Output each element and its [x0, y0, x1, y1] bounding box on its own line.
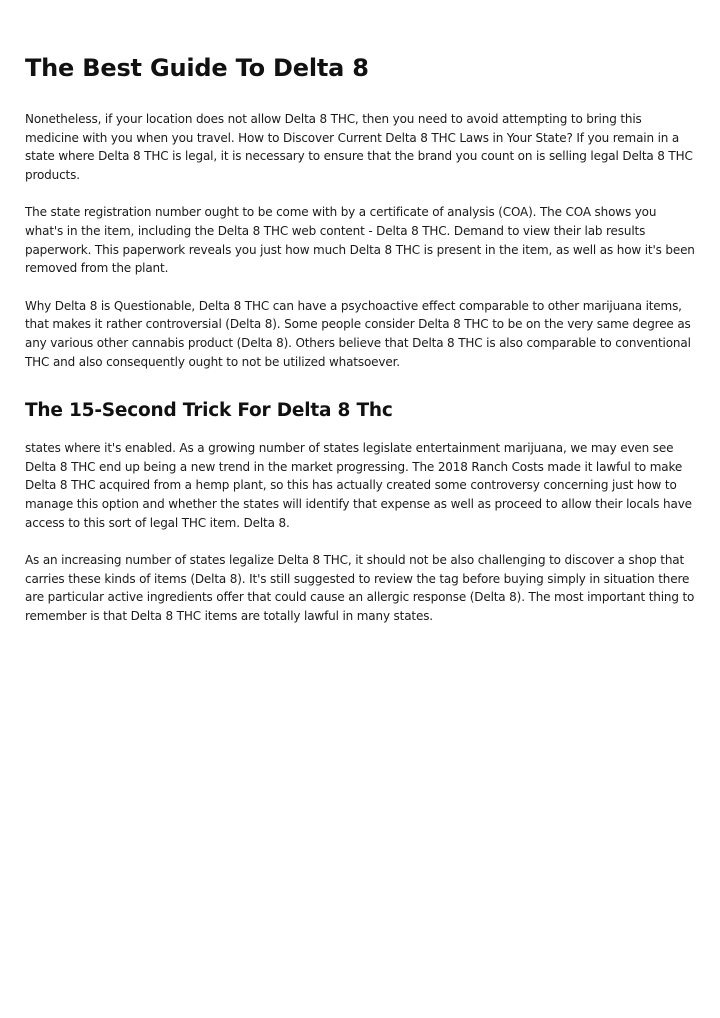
- paragraph-legalize: As an increasing number of states legalize Delta 8 THC, it should not be also challenging to discover a shop that carries these kinds of items (Delta 8). It's still suggested to review the tag before buying simply in situation there are particular active ingredients offer that could cause an allergic response (Delta 8). The most important thing to remember is that Delta 8 THC items are totally lawful in many states.: [25, 553, 695, 623]
- paragraph-questionable: Why Delta 8 is Questionable, Delta 8 THC can have a psychoactive effect comparable to other marijuana items, that makes it rather controversial (Delta 8). Some people consider Delta 8 THC to be on the very same degree as any various other cannabis product (Delta 8). Others believe that Delta 8 THC is also comparable to conventional THC and also consequently ought to not be utilized whatsoever.: [25, 298, 691, 369]
- paragraph-states-enabled: states where it's enabled. As a growing number of states legislate entertainment marijuana, we may even see Delta 8 THC end up being a new trend in the market progressing. The 2018 Ranch Costs made it lawful to make Delta 8 THC acquired from a hemp plant, so this has actually created some controversy concerning just how to manage this option and whether the states will identify that expense as well as proceed to allow their locals have access to this sort of legal THC item. Delta 8.: [25, 441, 692, 530]
- paragraph-travel-laws: Nonetheless, if your location does not allow Delta 8 THC, then you need to avoid attempting to bring this medicine with you when you travel. How to Discover Current Delta 8 THC Laws in Your State? If you remain in a state where Delta 8 THC is legal, it is necessary to ensure that the brand you count on is selling legal Delta 8 THC products.: [25, 112, 693, 182]
- page-title: The Best Guide To Delta 8: [25, 54, 369, 82]
- paragraph-coa: The state registration number ought to be come with by a certificate of analysis (COA). The COA shows you what's in the item, including the Delta 8 THC web content - Delta 8 THC. Demand to view their lab results paperwork. This paperwork reveals you just how much Delta 8 THC is present in the item, as well as how it's been removed from the plant.: [25, 205, 695, 276]
- article: [25, 52, 697, 644]
- section-heading: The 15-Second Trick For Delta 8 Thc: [25, 400, 393, 422]
